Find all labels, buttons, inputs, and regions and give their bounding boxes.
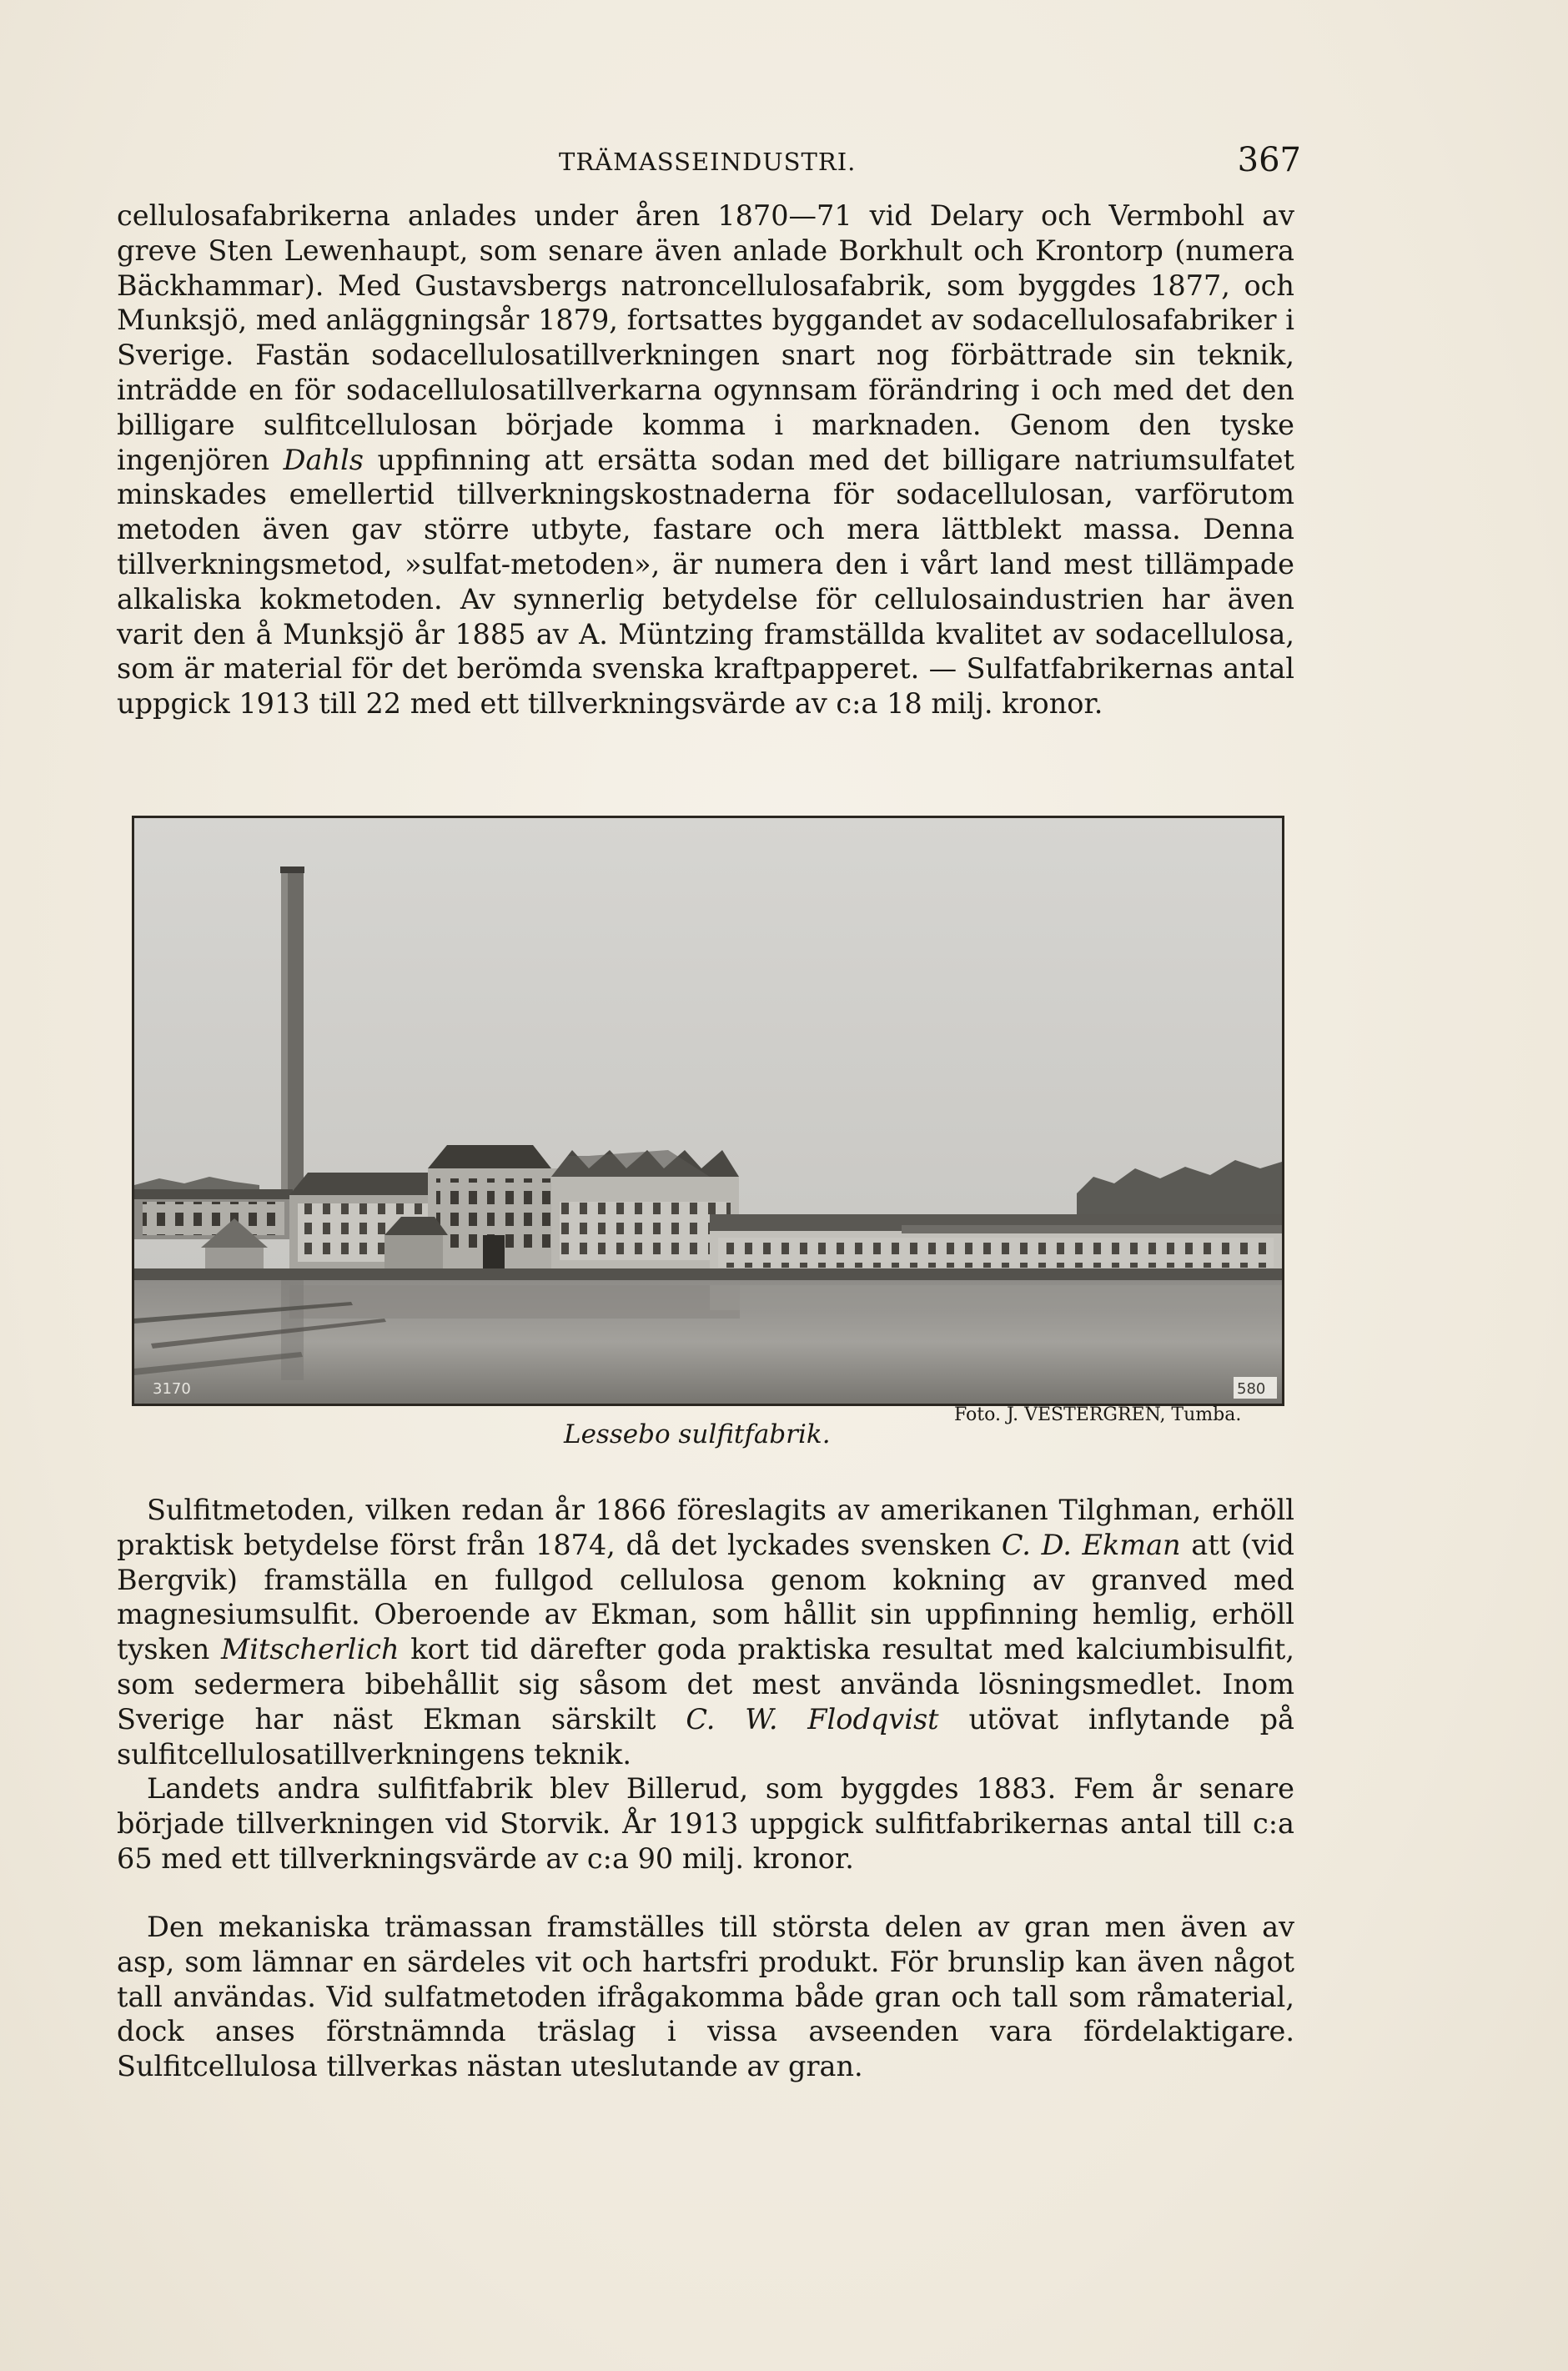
page-number: 367: [1237, 141, 1301, 179]
name-mitscherlich: Mitscherlich: [220, 1633, 400, 1666]
plate-mark-left: 3170: [153, 1380, 191, 1398]
name-flodqvist: C. W. Flodqvist: [686, 1702, 939, 1736]
running-title: TRÄMASSEINDUSTRI.: [559, 148, 857, 176]
factory-photo-image: [134, 818, 1282, 1404]
name-ekman: C. D. Ekman: [1001, 1528, 1181, 1561]
text-run: att (vid Bergvik) framställa en fullgod cellulosa genom kokning av granved med magnesiumsulfit. Oberoende av Ekman, som hållit sin uppfinning hemlig, erhöll tysken: [117, 1528, 1295, 1666]
figure-caption: Lessebo sulfitfabrik.: [564, 1419, 831, 1449]
paragraph-sodacellulosa: [117, 198, 1294, 721]
text-run: cellulosafabrikerna anlades under åren 1870—71 vid Delary och Vermbohl av greve Sten Lewenhaupt, som senare även anlade Borkhult och Krontorp (numera Bäckhammar). Med Gustavsbergs natroncellulosafabrik, som byggdes 1877, och Munksjö, med anläggningsår 1879, fortsattes byggandet av sodacellulosafabriker i Sverige. Fastän sodacellulosatillverkningen snart nog förbättrade sin teknik, inträdde en för sodacellulosatillverkarna ogynnsam förändring i och med det den billigare sulfitcellulosan började komma i marknaden. Genom den tyske ingenjören: [117, 199, 1294, 476]
name-dahls: Dahls: [283, 443, 364, 476]
paragraph-text: [117, 198, 1294, 721]
paragraph-text: [117, 1493, 1294, 1771]
paragraph-billerud: Landets andra sulfitfabrik blev Billerud, som byggdes 1883. Fem år senare började tillverkningen vid Storvik. År 1913 uppgick sulfitfabrikernas antal till c:a 65 med ett tillverkningsvärde av c:a 90 milj. kronor.: [117, 1772, 1294, 1875]
factory-photograph: [132, 816, 1284, 1406]
text-run: kort tid därefter goda praktiska resultat med kalciumbisulfit, som sedermera bibehållit sig såsom det mest använda lösningsmedlet. Inom Sverige har näst Ekman särskilt: [117, 1633, 1294, 1736]
paragraph-tramassan: [117, 1910, 1294, 2084]
paragraph-text: Den mekaniska trämassan framställes till största delen av gran men även av asp, som lämnar en särdeles vit och hartsfri produkt. För brunslip kan även något tall användas. Vid sulfatmetoden ifrågakomma både gran och tall som råmaterial, dock anses förstnämnda träslag i vissa avseenden vara fördelaktigare. Sulfitcellulosa tillverkas nästan uteslutande av gran.: [117, 1911, 1294, 2083]
photo-credit: Foto. J. VESTERGREN, Tumba.: [954, 1404, 1242, 1425]
plate-mark-right: 580: [1237, 1380, 1266, 1398]
paragraph-sulfitmetoden: [117, 1493, 1294, 1876]
text-run: Sulfitmetoden, vilken redan år 1866 föreslagits av amerikanen Tilghman, erhöll praktisk betydelse först från 1874, då det lyckades svensken: [117, 1494, 1294, 1561]
text-run: uppfinning att ersätta sodan med det billigare natriumsulfatet minskades emellertid tillverkningskostnaderna för sodacellulosan, varförutom metoden även gav större utbyte, fastare och mera lättblekt massa. Denna tillverkningsmetod, »sulfat-metoden», är numera den i vårt land mest tillämpade alkaliska kokmetoden. Av synnerlig betydelse för cellulosaindustrien har även varit den å Munksjö år 1885 av A. Müntzing framställda kvalitet av sodacellulosa, som är material för det berömda svenska kraftpapperet. — Sulfatfabrikernas antal uppgick 1913 till 22 med ett tillverkningsvärde av c:a 18 milj. kronor.: [117, 443, 1294, 721]
page-header: [117, 138, 1301, 188]
text-run: utövat inflytande på sulfitcellulosatillverkningens teknik.: [117, 1702, 1294, 1771]
